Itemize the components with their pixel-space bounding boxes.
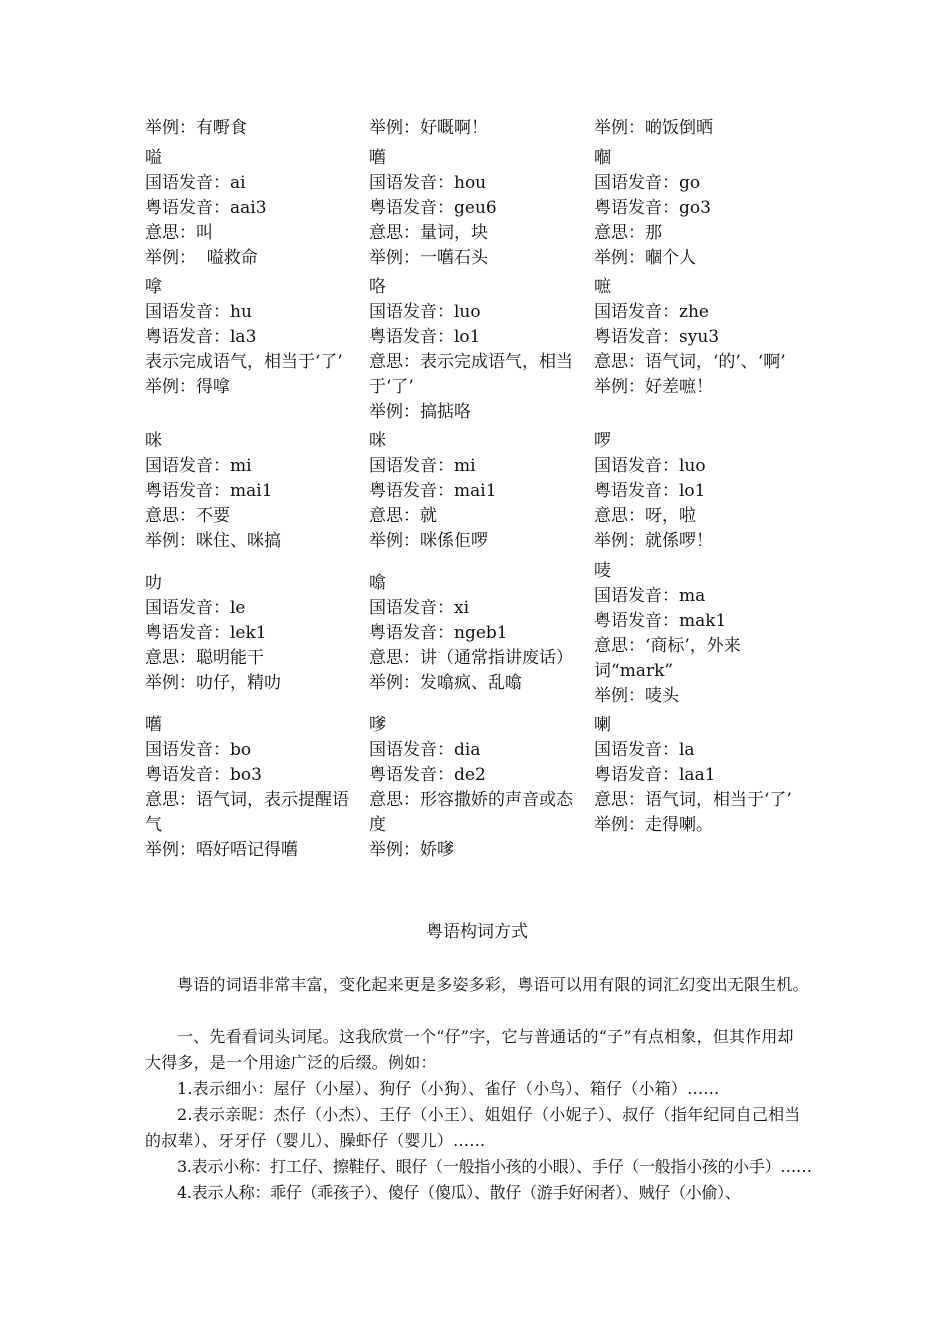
- entry-line: 意思：那: [594, 223, 662, 243]
- example-line: 举例：啲饭倒晒: [594, 118, 713, 138]
- paragraph: 粤语的词语非常丰富，变化起来更是多姿多彩，粤语可以用有限的词汇幻变出无限生机。: [177, 975, 809, 994]
- entry-line: 意思：形容撒娇的声音或态度: [369, 790, 573, 835]
- entry-laa: [594, 713, 814, 838]
- entry-ai: [145, 146, 375, 271]
- entry-line: 国语发音：mi: [369, 456, 476, 476]
- entry-line: 意思：‘商标’，外来词“mark”: [594, 636, 741, 681]
- paragraph: 2.表示亲昵：杰仔（小杰）、王仔（小王）、姐姐仔（小妮子）、叔仔（指年纪同自己相当的叔辈）、牙牙仔（婴儿）、臊虾仔（婴儿）……: [145, 1105, 801, 1150]
- entry-line: 意思：不要: [145, 506, 230, 526]
- entry-char: 噏: [369, 573, 386, 593]
- entry-mak: [594, 559, 814, 709]
- section-title: 粤语构词方式: [426, 922, 528, 942]
- entries-column-3: [594, 116, 814, 141]
- entry-char: 叻: [145, 573, 162, 593]
- entry-zhe: [594, 275, 814, 400]
- entry-line: 举例：咪係佢啰: [369, 531, 488, 551]
- entry-line: 举例：就係啰！: [594, 531, 713, 551]
- entry-line: 意思：语气词，‘的’、‘啊’: [594, 352, 786, 372]
- paragraph: 1.表示细小：屋仔（小屋）、狗仔（小狗）、雀仔（小鸟）、箱仔（小箱）……: [177, 1079, 720, 1098]
- entry-char: 嚿: [145, 715, 162, 735]
- entry-line: 粤语发音：laa1: [594, 765, 716, 785]
- entry-line: 举例：咪住、咪搞: [145, 531, 281, 551]
- entries-column-2: [369, 116, 609, 141]
- entry-line: 举例：走得喇。: [594, 815, 713, 835]
- entry-char: 嗻: [594, 277, 611, 297]
- entry-lo: [369, 275, 609, 425]
- entry-line: 意思：表示完成语气，相当于‘了’: [369, 352, 573, 397]
- entry-de: [369, 713, 609, 863]
- entry-line: 粤语发音：go3: [594, 198, 711, 218]
- entry-line: 粤语发音：ngeb1: [369, 623, 508, 643]
- entries-column-1: [145, 116, 375, 141]
- entry-line: 国语发音：zhe: [594, 302, 709, 322]
- entry-line: 举例：嗰个人: [594, 248, 696, 268]
- entry-line: 粤语发音：bo3: [145, 765, 262, 785]
- entry-line: 举例：一嚿石头: [369, 248, 488, 268]
- entry-line: 国语发音：xi: [369, 598, 470, 618]
- entry-line: 粤语发音：mai1: [145, 481, 273, 501]
- example-line: 举例：好嘅啊！: [369, 118, 488, 138]
- entry-line: 国语发音：bo: [145, 740, 252, 760]
- entry-line: 举例：唔好唔记得嚿: [145, 840, 298, 860]
- entry-char: 咯: [369, 277, 386, 297]
- entry-line: 意思：聪明能干: [145, 648, 264, 668]
- entry-char: 嚿: [369, 148, 386, 168]
- paragraph: 一、先看看词头词尾。这我欣赏一个“仔”字，它与普通话的“子”有点相象，但其作用却大得多，是一个用途广泛的后缀。例如：: [145, 1027, 794, 1072]
- entry-mai-1: [145, 429, 375, 554]
- entry-char: 咪: [145, 431, 162, 451]
- entry-line: 意思：就: [369, 506, 437, 526]
- entry-line: 国语发音：ai: [145, 173, 246, 193]
- entry-line: 粤语发音：lo1: [594, 481, 706, 501]
- entry-line: 粤语发音：lek1: [145, 623, 267, 643]
- entry-line: 国语发音：go: [594, 173, 701, 193]
- entry-line: 表示完成语气，相当于‘了’: [145, 352, 343, 372]
- entry-la: [145, 275, 375, 400]
- entry-char: 咪: [369, 431, 386, 451]
- entry-line: 国语发音：dia: [369, 740, 481, 760]
- entry-char: 啰: [594, 431, 611, 451]
- entry-go: [594, 146, 814, 271]
- entry-line: 国语发音：luo: [369, 302, 481, 322]
- entry-line: 粤语发音：lo1: [369, 327, 481, 347]
- entry-line: 举例：得嗱: [145, 377, 230, 397]
- entry-line: 举例：发噏疯、乱噏: [369, 673, 522, 693]
- entry-char: 嗌: [145, 148, 162, 168]
- entry-bo: [145, 713, 375, 863]
- paragraph: 3.表示小称：打工仔、擦鞋仔、眼仔（一般指小孩的小眼）、手仔（一般指小孩的小手）……: [177, 1157, 812, 1176]
- entry-line: 举例：唛头: [594, 686, 679, 706]
- entry-line: 意思：语气词，相当于‘了’: [594, 790, 792, 810]
- entry-line: 粤语发音：de2: [369, 765, 486, 785]
- entry-line: 粤语发音：aai3: [145, 198, 267, 218]
- entry-line: 意思：叫: [145, 223, 213, 243]
- entry-lek: [145, 571, 375, 696]
- entry-line: 举例：搞掂咯: [369, 402, 471, 422]
- section-body-2: [145, 1024, 812, 1206]
- entry-char: 嗰: [594, 148, 611, 168]
- entry-ngeb: [369, 571, 609, 696]
- entry-line: 国语发音：ma: [594, 586, 706, 606]
- entry-char: 喇: [594, 715, 611, 735]
- entry-line: 国语发音：hou: [369, 173, 487, 193]
- entry-line: 举例：娇嗲: [369, 840, 454, 860]
- section-body: [145, 972, 809, 998]
- entry-line: 粤语发音：syu3: [594, 327, 720, 347]
- entry-line: 意思：呀，啦: [594, 506, 696, 526]
- entry-line: 国语发音：mi: [145, 456, 252, 476]
- entry-line: 意思：讲（通常指讲废话）: [369, 648, 573, 668]
- entry-char: 唛: [594, 561, 611, 581]
- entry-char: 嗲: [369, 715, 386, 735]
- entry-line: 举例： 嗌救命: [145, 248, 258, 268]
- entry-luo: [594, 429, 814, 554]
- entry-line: 意思：语气词，表示提醒语气: [145, 790, 349, 835]
- entry-line: 国语发音：la: [594, 740, 695, 760]
- entry-line: 意思：量词，块: [369, 223, 488, 243]
- entry-line: 粤语发音：mai1: [369, 481, 497, 501]
- entry-char: 嗱: [145, 277, 162, 297]
- entry-line: 举例：叻仔，精叻: [145, 673, 281, 693]
- entry-line: 粤语发音：la3: [145, 327, 257, 347]
- paragraph: 4.表示人称：乖仔（乖孩子）、傻仔（傻瓜）、散仔（游手好闲者）、贼仔（小偷）、: [177, 1183, 741, 1202]
- entry-line: 国语发音：luo: [594, 456, 706, 476]
- entry-line: 举例：好差嗻！: [594, 377, 713, 397]
- entry-line: 粤语发音：mak1: [594, 611, 727, 631]
- entry-geu: [369, 146, 609, 271]
- entry-mai-2: [369, 429, 609, 554]
- entry-line: 国语发音：hu: [145, 302, 252, 322]
- entry-line: 国语发音：le: [145, 598, 246, 618]
- example-line: 举例：有嘢食: [145, 118, 247, 138]
- entry-line: 粤语发音：geu6: [369, 198, 497, 218]
